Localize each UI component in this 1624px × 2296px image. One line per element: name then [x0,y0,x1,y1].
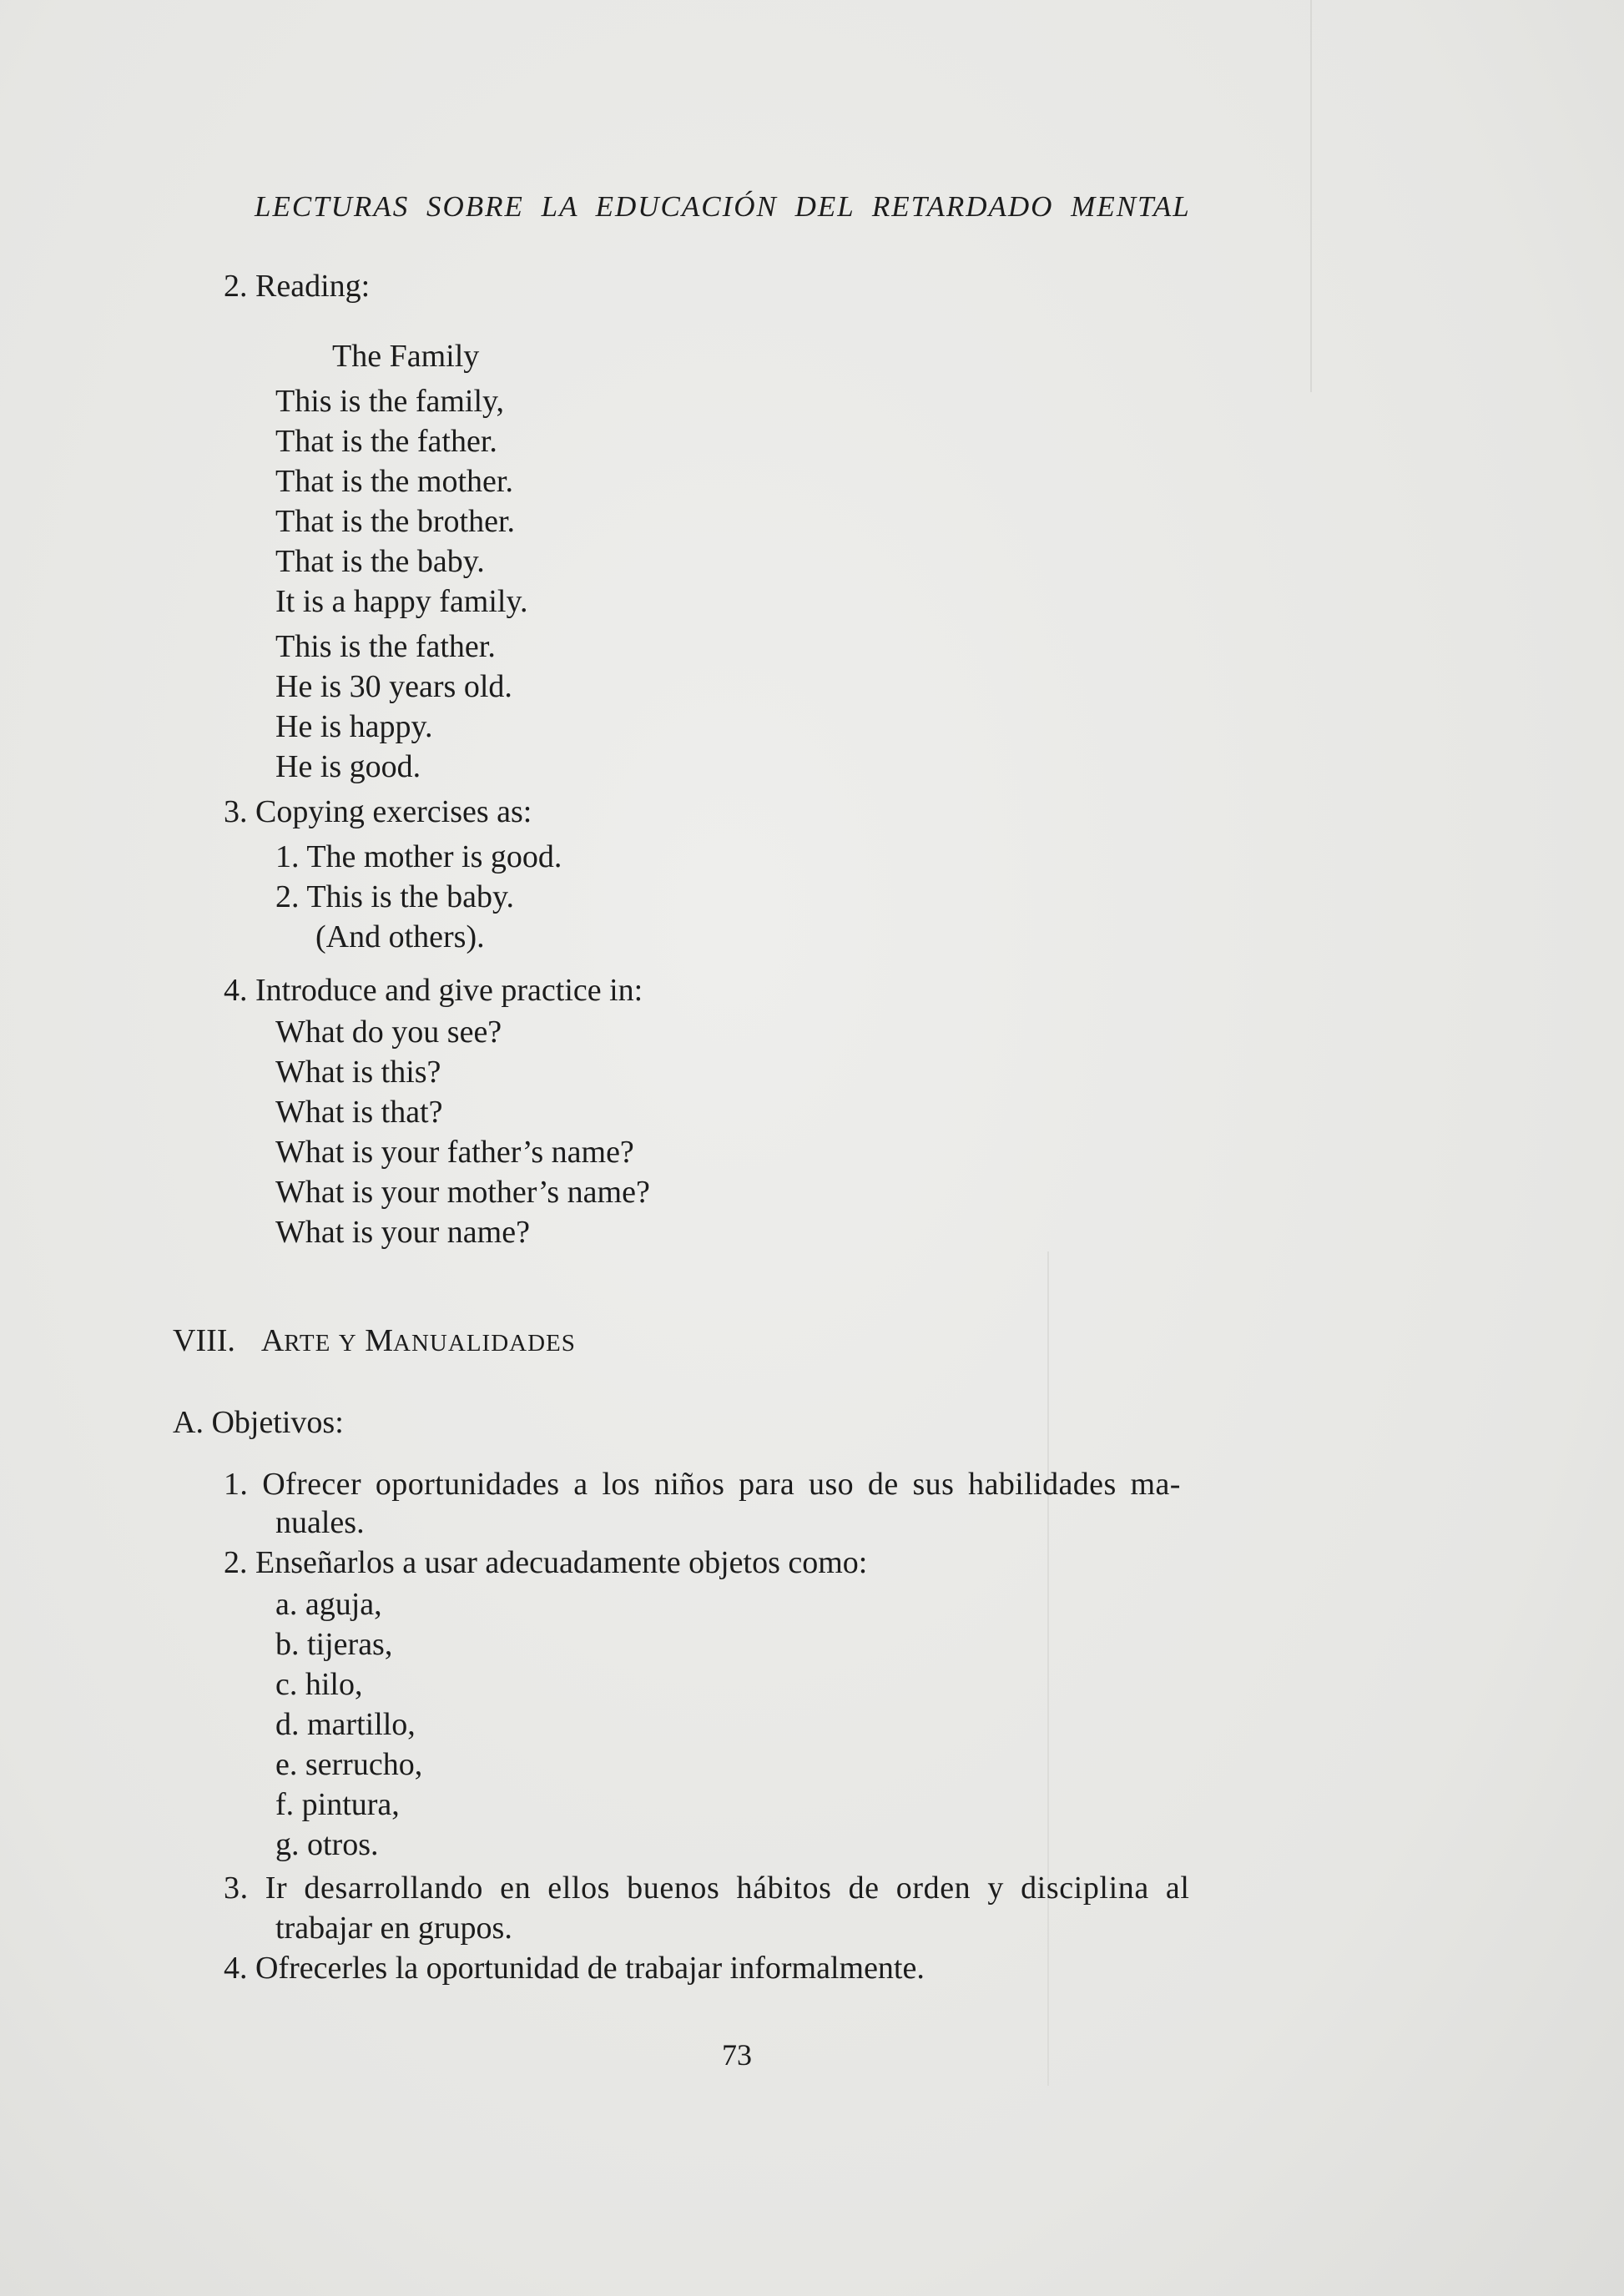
poem-line: He is happy. [275,709,433,744]
poem-line: He is good. [275,749,421,784]
bleed-through-line [1047,1251,1049,2086]
running-header: LECTURAS SOBRE LA EDUCACIÓN DEL RETARDADO MENTAL [255,190,1191,223]
objetivo-item: 3. Ir desarrollando en ellos buenos hábitos de orden y disciplina al [224,1871,1190,1906]
question-line: What is your father’s name? [275,1135,634,1170]
section-number: VIII. [173,1323,235,1358]
objetivos-heading: A. Objetivos: [173,1405,344,1440]
objetivo-item-continuation: nuales. [275,1505,365,1540]
objetivo-item: 4. Ofrecerles la oportunidad de trabajar informalmente. [224,1951,925,1986]
poem-line: He is 30 years old. [275,669,512,704]
question-line: What is this? [275,1055,441,1090]
poem-line: That is the baby. [275,544,485,579]
object-list-item: c. hilo, [275,1667,363,1702]
poem-title: The Family [332,339,480,374]
question-line: What is that? [275,1095,443,1130]
copying-heading: 3. Copying exercises as: [224,794,532,829]
object-list-item: b. tijeras, [275,1627,393,1662]
copying-item: (And others). [315,919,485,954]
poem-line: That is the mother. [275,464,513,499]
object-list-item: a. aguja, [275,1587,382,1622]
poem-line: This is the family, [275,384,505,419]
question-line: What is your name? [275,1215,530,1250]
copying-item: 2. This is the baby. [275,879,515,914]
section-heading: VIII. ARTE Y MANUALIDADES [173,1323,576,1358]
poem-line: That is the brother. [275,504,516,539]
object-list-item: d. martillo, [275,1707,416,1742]
poem-line: It is a happy family. [275,584,528,619]
page-number: 73 [722,2038,752,2072]
question-line: What do you see? [275,1015,502,1050]
question-line: What is your mother’s name? [275,1175,650,1210]
objetivo-item: 2. Enseñarlos a usar adecuadamente objetos como: [224,1545,868,1580]
objetivo-item-continuation: trabajar en grupos. [275,1911,512,1946]
objetivo-item: 1. Ofrecer oportunidades a los niños para uso de sus habilidades ma- [224,1467,1181,1502]
poem-line: This is the father. [275,629,496,664]
introduce-heading: 4. Introduce and give practice in: [224,973,643,1008]
object-list-item: e. serrucho, [275,1747,423,1782]
reading-heading: 2. Reading: [224,269,371,304]
copying-item: 1. The mother is good. [275,839,562,874]
object-list-item: g. otros. [275,1827,379,1862]
bleed-through-line [1310,0,1312,392]
object-list-item: f. pintura, [275,1787,400,1822]
poem-line: That is the father. [275,424,497,459]
